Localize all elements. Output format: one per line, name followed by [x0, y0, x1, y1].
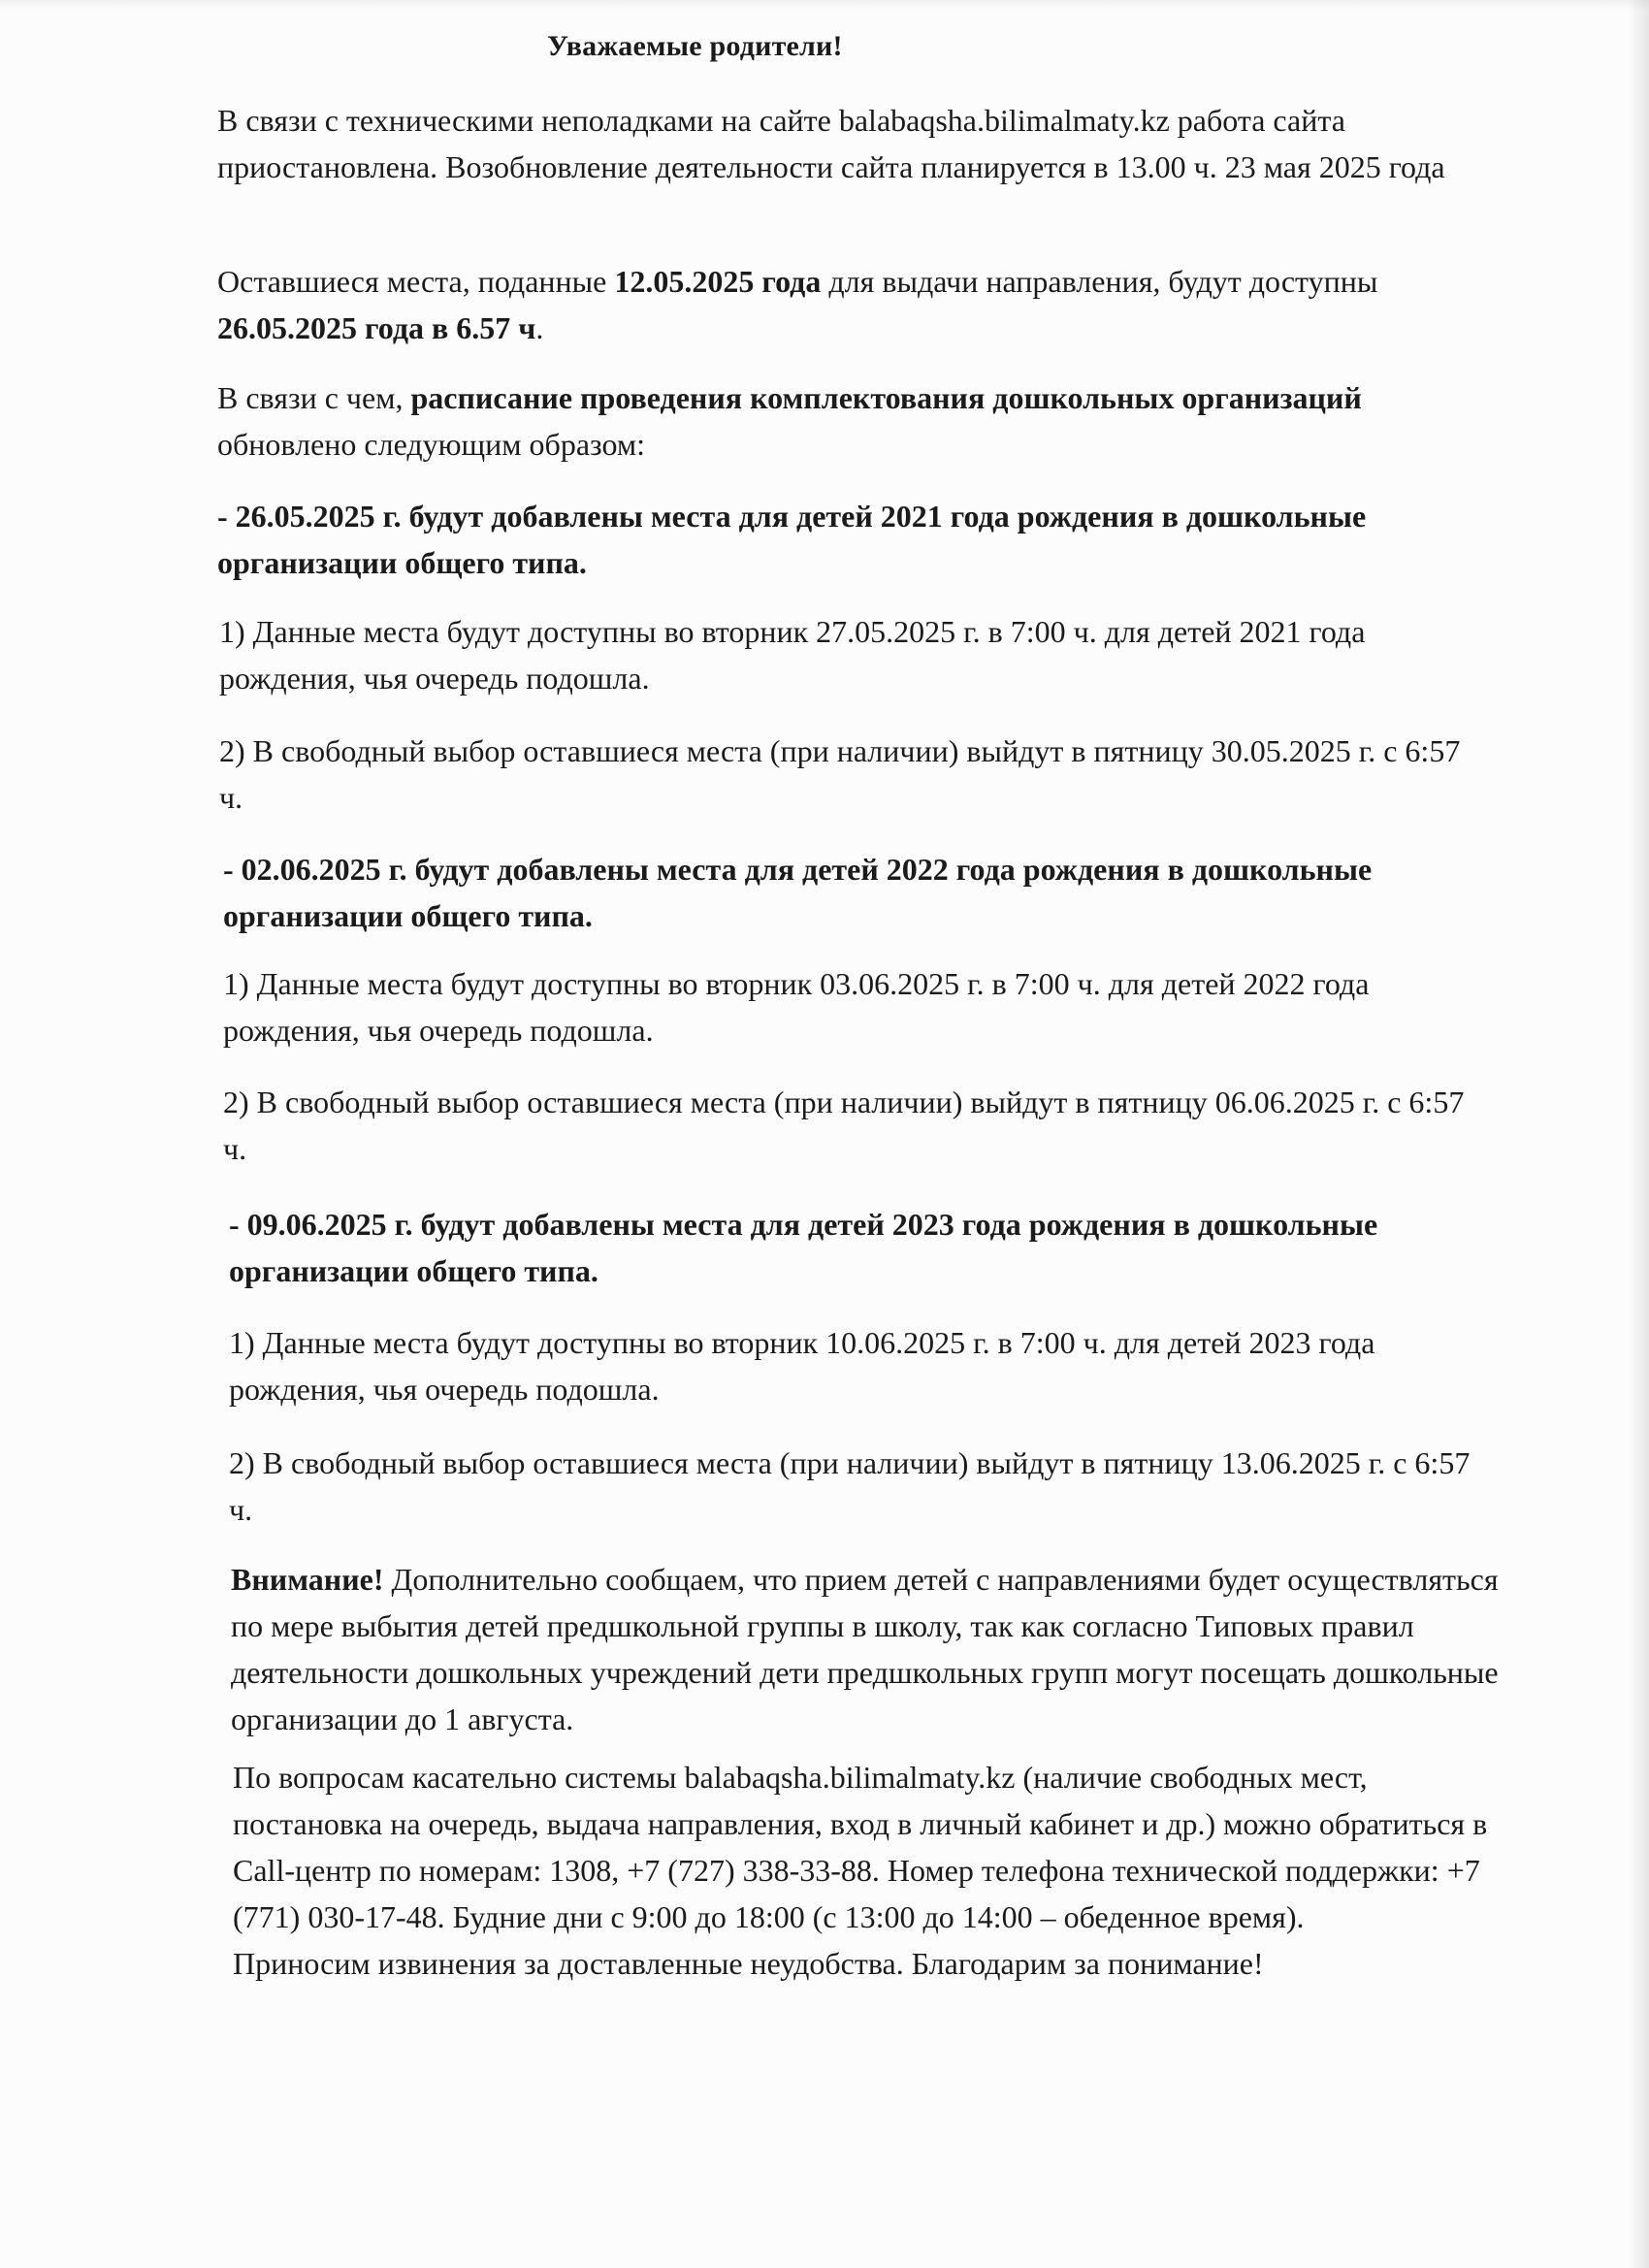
schedule-prefix: В связи с чем, [217, 380, 411, 415]
section-2023-step2: 2) В свободный выбор оставшиеся места (при наличии) выйдут в пятницу 13.06.2025 г. с 6:57 ч. [229, 1445, 1471, 1527]
remaining-date2: 26.05.2025 года в 6.57 ч [217, 310, 536, 345]
section-2021-step2: 2) В свободный выбор оставшиеся места (при наличии) выйдут в пятницу 30.05.2025 г. с 6:57 ч. [219, 733, 1461, 815]
remaining-prefix: Оставшиеся места, поданные [217, 264, 615, 299]
page-top-shadow [0, 0, 1649, 10]
attention-label: Внимание! [231, 1562, 384, 1597]
attention-text: Дополнительно сообщаем, что прием детей с направлениями будет осуществляться по мере выбытия детей предшкольной группы в школу, так как согласно Типовых правил деятельности дошкольных учреждений дети предшкольных групп могут посещать дошкольные организации до 1 августа. [231, 1562, 1499, 1736]
section-2023-heading: - 09.06.2025 г. будут добавлены места для детей 2023 года рождения в дошкольные организации общего типа. [229, 1207, 1378, 1288]
section-2021-step1: 1) Данные места будут доступны во вторник 27.05.2025 г. в 7:00 ч. для детей 2021 года рождения, чья очередь подошла. [219, 614, 1366, 696]
contacts-line1: По вопросам касательно системы balabaqsha.bilimalmaty.kz (наличие свободных мест, постановка на очередь, выдача направления, вход в личный кабинет и др.) можно обратиться в [233, 1760, 1488, 1841]
attention-paragraph [231, 1556, 1511, 1742]
schedule-suffix: обновлено следующим образом: [217, 427, 646, 462]
contacts-line2: Call-центр по номерам: 1308, +7 (727) 338-33-88. Номер телефона технической поддержки: +7 (771) 030-17-48. Будние дни с 9:00 до 18:00 (с 13:00 до 14:00 – обеденное время). [233, 1853, 1480, 1934]
contacts-line3: Приносим извинения за доставленные неудобства. Благодарим за понимание! [233, 1946, 1264, 1981]
remaining-date1: 12.05.2025 года [614, 264, 822, 299]
intro-paragraph: В связи с техническими неполадками на сайте balabaqsha.bilimalmaty.kz работа сайта приостановлена. Возобновление деятельности сайта планируется в 13.00 ч. 23 мая 2025 года [217, 103, 1445, 184]
remaining-middle: для выдачи направления, будут доступны [821, 264, 1378, 299]
section-2023-step1: 1) Данные места будут доступны во вторник 10.06.2025 г. в 7:00 ч. для детей 2023 года рождения, чья очередь подошла. [229, 1325, 1375, 1407]
section-2022-step1: 1) Данные места будут доступны во вторник 03.06.2025 г. в 7:00 ч. для детей 2022 года рождения, чья очередь подошла. [223, 966, 1370, 1048]
section-2021-heading: - 26.05.2025 г. будут добавлены места для детей 2021 года рождения в дошкольные организации общего типа. [217, 499, 1367, 580]
remaining-suffix: . [535, 310, 544, 345]
remaining-places-paragraph [217, 258, 1488, 351]
page-right-shadow [1628, 0, 1649, 2268]
section-2022-heading: - 02.06.2025 г. будут добавлены места для детей 2022 года рождения в дошкольные организации общего типа. [223, 852, 1373, 933]
schedule-bold: расписание проведения комплектования дошкольных организаций [410, 380, 1362, 415]
page-title: Уважаемые родители! [547, 30, 843, 62]
schedule-paragraph [217, 374, 1488, 468]
contacts-block [233, 1754, 1513, 1987]
section-2022-step2: 2) В свободный выбор оставшиеся места (при наличии) выйдут в пятницу 06.06.2025 г. с 6:57 ч. [223, 1085, 1465, 1166]
